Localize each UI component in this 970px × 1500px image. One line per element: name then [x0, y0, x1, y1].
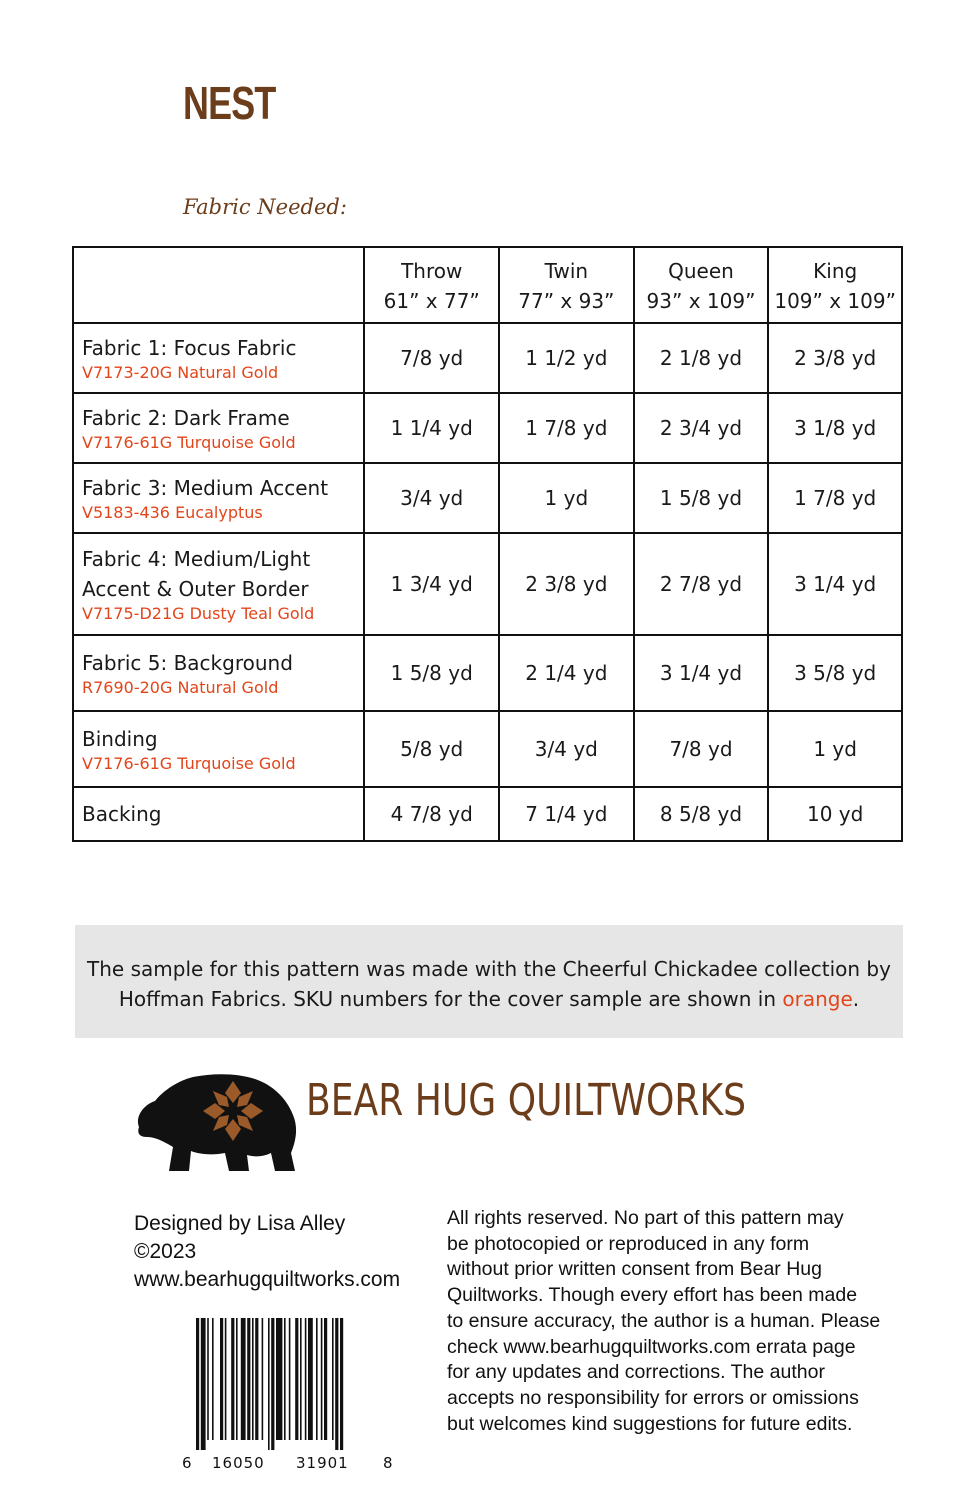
rights-line: accepts no responsibility for errors or omissions — [447, 1386, 859, 1409]
table-row — [73, 787, 902, 841]
table-cell: 1 yd — [768, 711, 902, 787]
table-cell: 2 3/8 yd — [768, 323, 902, 393]
sku-label: V7173-20G Natural Gold — [82, 363, 279, 382]
column-size: 77” x 93” — [518, 289, 615, 313]
bear-logo-icon — [133, 1067, 299, 1177]
note-line-2-end: . — [852, 987, 860, 1011]
table-cell: 1 3/4 yd — [364, 533, 499, 635]
column-size: 61” x 77” — [383, 289, 480, 313]
rights-notice — [447, 1206, 917, 1437]
column-name: Throw — [401, 259, 463, 283]
table-cell: 1 1/4 yd — [364, 393, 499, 463]
table-cell: 1 1/2 yd — [499, 323, 634, 393]
table-cell: 3 1/4 yd — [634, 635, 769, 711]
row-label: Fabric 2: Dark Frame — [82, 406, 290, 430]
table-row — [73, 711, 902, 787]
table-cell: 3/4 yd — [364, 463, 499, 533]
rights-line: to ensure accuracy, the author is a human. Please — [447, 1309, 881, 1332]
column-name: Twin — [544, 259, 589, 283]
rights-line: be photocopied or reproduced in any form — [447, 1232, 810, 1255]
row-label-cell — [73, 463, 364, 533]
table-cell: 1 yd — [499, 463, 634, 533]
column-header — [364, 247, 499, 323]
table-cell: 7/8 yd — [634, 711, 769, 787]
sample-note-box — [75, 925, 903, 1038]
table-cell: 1 7/8 yd — [768, 463, 902, 533]
note-line-1: The sample for this pattern was made with the Cheerful Chickadee collection by — [87, 957, 891, 981]
table-cell: 2 1/4 yd — [499, 635, 634, 711]
barcode-digits-left: 16050 — [212, 1454, 265, 1472]
table-row — [73, 323, 902, 393]
table-cell: 2 3/8 yd — [499, 533, 634, 635]
column-size: 109” x 109” — [774, 289, 896, 313]
table-cell: 5/8 yd — [364, 711, 499, 787]
column-header — [499, 247, 634, 323]
designer-info — [134, 1210, 400, 1294]
sample-note-text — [75, 954, 903, 1014]
table-cell: 1 7/8 yd — [499, 393, 634, 463]
table-cell: 2 3/4 yd — [634, 393, 769, 463]
barcode-digits-right: 31901 — [296, 1454, 349, 1472]
column-size: 93” x 109” — [646, 289, 756, 313]
row-label-cell — [73, 323, 364, 393]
barcode — [178, 1316, 403, 1476]
column-name: Queen — [668, 259, 734, 283]
column-header — [768, 247, 902, 323]
brand-name: BEAR HUG QUILTWORKS — [306, 1075, 747, 1126]
corner-cell — [73, 247, 364, 323]
table-cell: 2 1/8 yd — [634, 323, 769, 393]
row-label: Fabric 5: Background — [82, 651, 293, 675]
table-cell: 3/4 yd — [499, 711, 634, 787]
pattern-title: NEST — [183, 77, 276, 129]
row-label-cell — [73, 787, 364, 841]
table-row — [73, 635, 902, 711]
barcode-digit-last: 8 — [383, 1454, 393, 1472]
sku-label: R7690-20G Natural Gold — [82, 678, 279, 697]
sku-label: V7175-D21G Dusty Teal Gold — [82, 604, 315, 623]
table-cell: 8 5/8 yd — [634, 787, 769, 841]
row-label: Binding — [82, 727, 158, 751]
rights-line: without prior written consent from Bear Hug — [447, 1258, 822, 1281]
row-label-cell — [73, 533, 364, 635]
website-link[interactable]: www.bearhugquiltworks.com — [134, 1268, 401, 1291]
rights-line: but welcomes kind suggestions for future edits. — [447, 1412, 853, 1435]
rights-line: check www.bearhugquiltworks.com errata page — [447, 1335, 856, 1358]
row-label-cell — [73, 635, 364, 711]
row-label-line2: Accent & Outer Border — [82, 577, 309, 601]
sku-label: V5183-436 Eucalyptus — [82, 503, 263, 522]
table-cell: 1 5/8 yd — [364, 635, 499, 711]
rights-line: Quiltworks. Though every effort has been made — [447, 1284, 858, 1307]
barcode-bars — [196, 1318, 343, 1450]
column-header — [634, 247, 769, 323]
row-label-cell — [73, 393, 364, 463]
row-label: Fabric 4: Medium/Light — [82, 547, 311, 571]
table-row — [73, 533, 902, 635]
table-header-row — [73, 247, 902, 323]
table-cell: 1 5/8 yd — [634, 463, 769, 533]
table-cell: 10 yd — [768, 787, 902, 841]
row-label: Fabric 1: Focus Fabric — [82, 336, 297, 360]
rights-line: for any updates and corrections. The author — [447, 1361, 825, 1384]
row-label: Fabric 3: Medium Accent — [82, 476, 329, 500]
sku-label: V7176-61G Turquoise Gold — [82, 433, 296, 452]
barcode-digit-first: 6 — [182, 1454, 192, 1472]
note-orange-word: orange — [782, 987, 853, 1011]
table-cell: 3 1/8 yd — [768, 393, 902, 463]
fabric-requirements-table — [72, 246, 903, 842]
rights-line: All rights reserved. No part of this pattern may — [447, 1207, 844, 1229]
table-cell: 3 5/8 yd — [768, 635, 902, 711]
table-cell: 2 7/8 yd — [634, 533, 769, 635]
note-line-2: Hoffman Fabrics. SKU numbers for the cover sample are shown in — [118, 987, 783, 1011]
table-cell: 4 7/8 yd — [364, 787, 499, 841]
fabric-needed-heading: Fabric Needed: — [183, 195, 347, 219]
designer-name: Designed by Lisa Alley — [134, 1212, 346, 1235]
table-cell: 7/8 yd — [364, 323, 499, 393]
table-cell: 3 1/4 yd — [768, 533, 902, 635]
sku-label: V7176-61G Turquoise Gold — [82, 754, 296, 773]
row-label-cell — [73, 711, 364, 787]
table-row — [73, 463, 902, 533]
copyright: ©2023 — [134, 1240, 197, 1263]
row-label: Backing — [82, 802, 162, 826]
table-cell: 7 1/4 yd — [499, 787, 634, 841]
column-name: King — [813, 259, 858, 283]
table-row — [73, 393, 902, 463]
